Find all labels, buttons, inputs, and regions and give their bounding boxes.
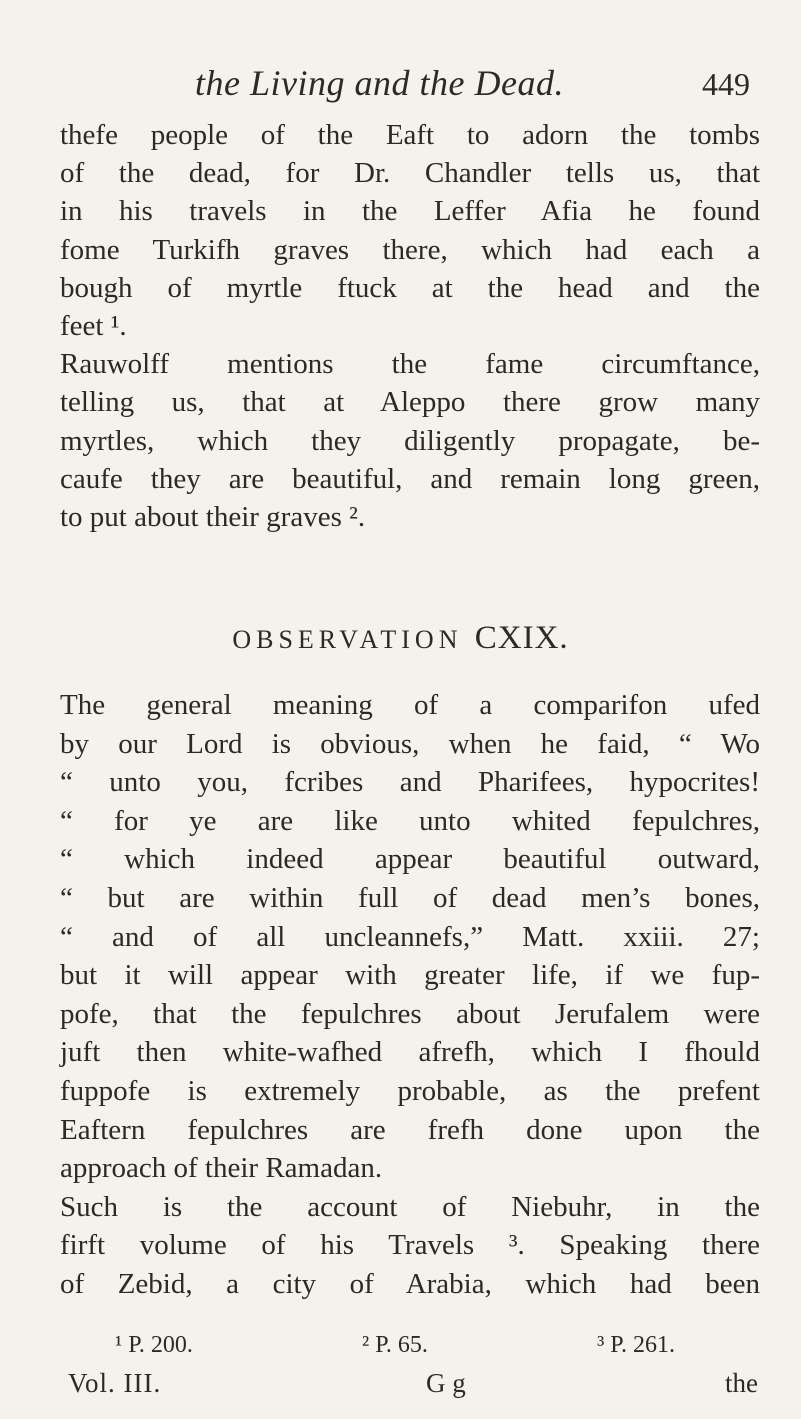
text-line: “ and of all uncleannefs,” Matt. xxiii. 27;	[60, 920, 760, 953]
text-line: Eaftern fepulchres are frefh done upon the	[60, 1113, 760, 1146]
text-line: firft volume of his Travels ³. Speaking there	[60, 1229, 760, 1262]
observation-heading	[0, 620, 801, 657]
text-line: juft then white-wafhed afrefh, which I fhould	[60, 1036, 760, 1069]
text-line: feet ¹.	[60, 310, 127, 343]
text-line: myrtles, which they diligently propagate, be-	[60, 424, 760, 457]
text-line: to put about their graves ².	[60, 501, 366, 534]
text-line: but it will appear with greater life, if we fup-	[60, 959, 760, 992]
volume-label: Vol. III.	[68, 1368, 162, 1398]
text-line: Rauwolff mentions the fame circumftance,	[60, 348, 760, 381]
text-line: approach of their Ramadan.	[60, 1152, 383, 1185]
text-line: of the dead, for Dr. Chandler tells us, that	[60, 157, 760, 190]
text-line: pofe, that the fepulchres about Jerufalem were	[60, 997, 760, 1030]
text-line: “ for ye are like unto whited fepulchres,	[60, 804, 760, 837]
text-line: The general meaning of a comparifon ufed	[60, 689, 760, 721]
text-line: Such is the account of Niebuhr, in the	[60, 1190, 760, 1223]
signature-line	[68, 1368, 758, 1408]
body-text-bottom	[60, 686, 760, 1304]
text-line: “ but are within full of dead men’s bones,	[60, 881, 760, 914]
text-line: “ which indeed appear beautiful outward,	[60, 843, 760, 876]
text-line: “ unto you, fcribes and Pharifees, hypocrites!	[60, 766, 760, 799]
text-line: fome Turkifh graves there, which had each a	[60, 233, 760, 266]
running-head	[60, 62, 760, 102]
footnote: ¹ P. 200.	[115, 1332, 193, 1358]
text-line: in his travels in the Leffer Afia he found	[60, 195, 760, 228]
footnote: ² P. 65.	[362, 1332, 428, 1358]
page-number: 449	[702, 66, 750, 102]
observation-label: OBSERVATION	[232, 625, 463, 654]
signature-mark: G g	[426, 1368, 466, 1398]
text-line: by our Lord is obvious, when he faid, “ Wo	[60, 727, 760, 760]
footnotes	[115, 1332, 675, 1359]
footnote: ³ P. 261.	[597, 1332, 675, 1358]
body-text-top	[60, 116, 760, 536]
catchword: the	[725, 1368, 758, 1398]
text-line: bough of myrtle ftuck at the head and the	[60, 271, 760, 304]
running-title: the Living and the Dead.	[195, 63, 564, 103]
text-line: fuppofe is extremely probable, as the prefent	[60, 1074, 760, 1107]
text-line: telling us, that at Aleppo there grow many	[60, 386, 760, 419]
text-line: thefe people of the Eaft to adorn the tombs	[60, 119, 760, 151]
observation-numeral: CXIX.	[474, 620, 569, 656]
text-line: caufe they are beautiful, and remain long green,	[60, 462, 760, 495]
text-line: of Zebid, a city of Arabia, which had been	[60, 1267, 760, 1300]
